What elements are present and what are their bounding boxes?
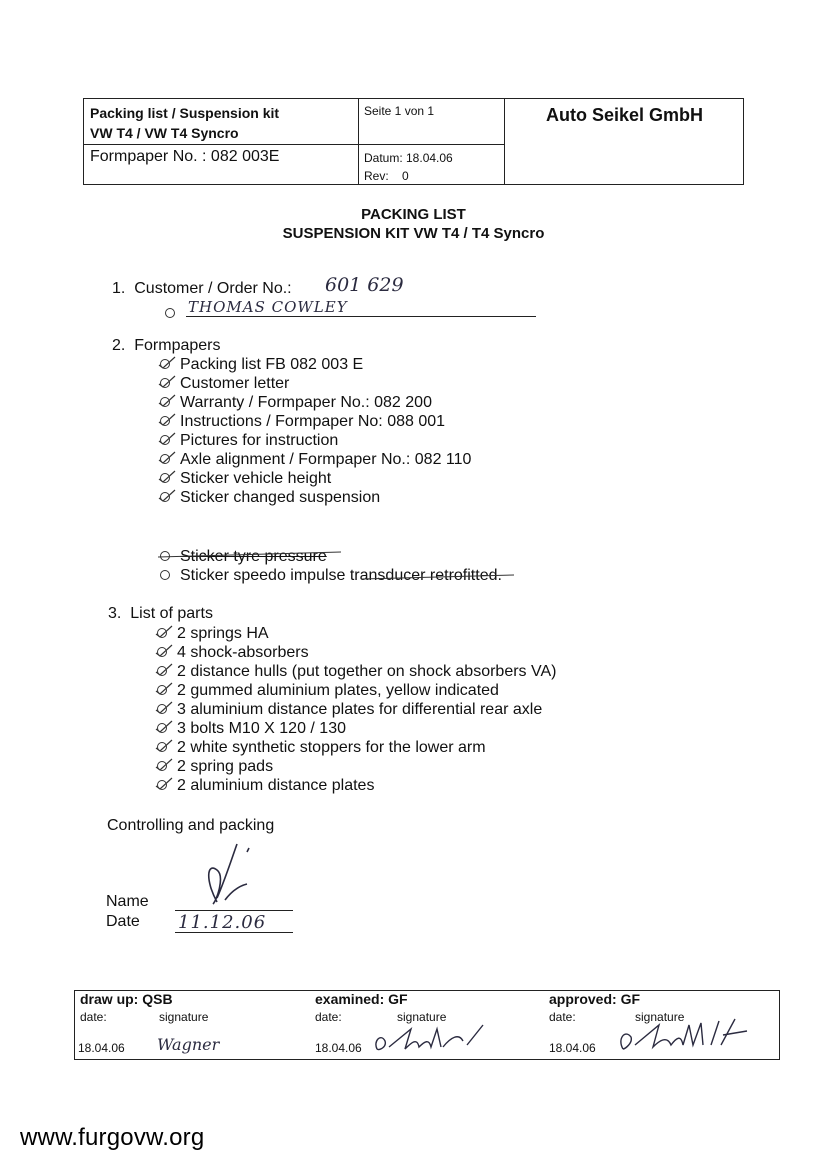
drawup-heading: draw up: QSB <box>80 991 173 1007</box>
approval-table <box>74 990 780 1060</box>
signature-label: signature <box>397 1010 447 1024</box>
check-mark-icon <box>154 701 174 715</box>
list-item: 2 white synthetic stoppers for the lower arm <box>157 738 556 757</box>
check-mark-icon <box>157 356 177 370</box>
list-item: Packing list FB 082 003 E <box>160 355 471 374</box>
check-mark-icon <box>154 663 174 677</box>
control-date-handwritten: 11.12.06 <box>178 912 267 933</box>
page-indicator: Seite 1 von 1 <box>364 104 435 118</box>
header-title-line2: VW T4 / VW T4 Syncro <box>90 125 239 141</box>
list-item: 2 gummed aluminium plates, yellow indicated <box>157 681 556 700</box>
list-item: 2 spring pads <box>157 757 556 776</box>
list-item: Pictures for instruction <box>160 431 471 450</box>
strike-lines <box>156 548 536 588</box>
list-item: Customer letter <box>160 374 471 393</box>
order-number-handwritten: 601 629 <box>325 274 404 296</box>
check-mark-icon <box>154 777 174 791</box>
examined-signature-icon <box>371 1021 491 1059</box>
signature-label: signature <box>635 1010 685 1024</box>
control-label: Controlling and packing <box>107 817 275 834</box>
header-divider <box>358 99 359 184</box>
header-title <box>90 103 279 143</box>
section1-label: 1. Customer / Order No.: <box>112 280 292 297</box>
list-item: Instructions / Formpaper No: 088 001 <box>160 412 471 431</box>
list-item: 3 aluminium distance plates for differential rear axle <box>157 700 556 719</box>
list-item: Axle alignment / Formpaper No.: 082 110 <box>160 450 471 469</box>
check-mark-icon <box>157 394 177 408</box>
section2-label: 2. Formpapers <box>112 337 221 354</box>
list-item: Sticker tyre pressure <box>160 547 502 566</box>
header-title-line1: Packing list / Suspension kit <box>90 105 280 121</box>
date-line <box>175 932 293 933</box>
list-item: 2 aluminium distance plates <box>157 776 556 795</box>
parts-list <box>157 624 556 795</box>
signature-label: signature <box>159 1010 209 1024</box>
header-table <box>83 98 744 185</box>
doc-title-line1: PACKING LIST <box>361 206 466 223</box>
date-label: date: <box>80 1010 107 1024</box>
list-item: Sticker changed suspension <box>160 488 471 507</box>
check-mark-icon <box>157 470 177 484</box>
drawup-date: 18.04.06 <box>78 1041 125 1055</box>
examined-column <box>315 991 408 1007</box>
check-mark-icon <box>154 720 174 734</box>
date-label: date: <box>549 1010 576 1024</box>
examined-date: 18.04.06 <box>315 1041 362 1055</box>
check-mark-icon <box>154 625 174 639</box>
header-divider <box>84 144 504 145</box>
name-line <box>175 910 293 911</box>
drawup-signature: Wagner <box>157 1035 220 1054</box>
formpapers-list <box>160 355 471 507</box>
list-item: 3 bolts M10 X 120 / 130 <box>157 719 556 738</box>
control-signature-icon <box>195 840 265 910</box>
header-rev: Rev: 0 <box>364 169 409 183</box>
check-mark-icon <box>154 739 174 753</box>
header-date: Datum: 18.04.06 <box>364 151 453 165</box>
date-label: date: <box>315 1010 342 1024</box>
check-mark-icon <box>157 451 177 465</box>
header-date-rev <box>364 149 453 185</box>
list-item: Sticker speedo impulse transducer retrofitted. <box>160 566 502 585</box>
check-mark-icon <box>154 644 174 658</box>
doc-title <box>0 205 827 243</box>
check-mark-icon <box>157 489 177 503</box>
list-item: 2 springs HA <box>157 624 556 643</box>
list-item: 2 distance hulls (put together on shock absorbers VA) <box>157 662 556 681</box>
approved-date: 18.04.06 <box>549 1041 596 1055</box>
list-item: Sticker vehicle height <box>160 469 471 488</box>
section3-label: 3. List of parts <box>108 605 213 622</box>
approved-column <box>549 991 640 1007</box>
examined-heading: examined: GF <box>315 991 408 1007</box>
customer-line <box>186 316 536 317</box>
check-mark-icon <box>157 413 177 427</box>
check-mark-icon <box>157 432 177 446</box>
check-mark-icon <box>154 758 174 772</box>
date-label: Date <box>106 913 140 930</box>
formpaper-number: Formpaper No. : 082 003E <box>90 148 280 165</box>
customer-bullet <box>165 305 185 323</box>
list-item: Warranty / Formpaper No.: 082 200 <box>160 393 471 412</box>
name-label: Name <box>106 893 149 910</box>
check-mark-icon <box>157 375 177 389</box>
list-item: 4 shock-absorbers <box>157 643 556 662</box>
watermark: www.furgovw.org <box>20 1124 205 1151</box>
approved-heading: approved: GF <box>549 991 641 1007</box>
doc-title-line2: SUSPENSION KIT VW T4 / T4 Syncro <box>282 225 545 242</box>
customer-name-handwritten: THOMAS COWLEY <box>188 298 348 316</box>
approved-signature-icon <box>615 1015 775 1059</box>
drawup-column <box>80 991 173 1007</box>
company-name: Auto Seikel GmbH <box>545 105 704 125</box>
check-mark-icon <box>154 682 174 696</box>
